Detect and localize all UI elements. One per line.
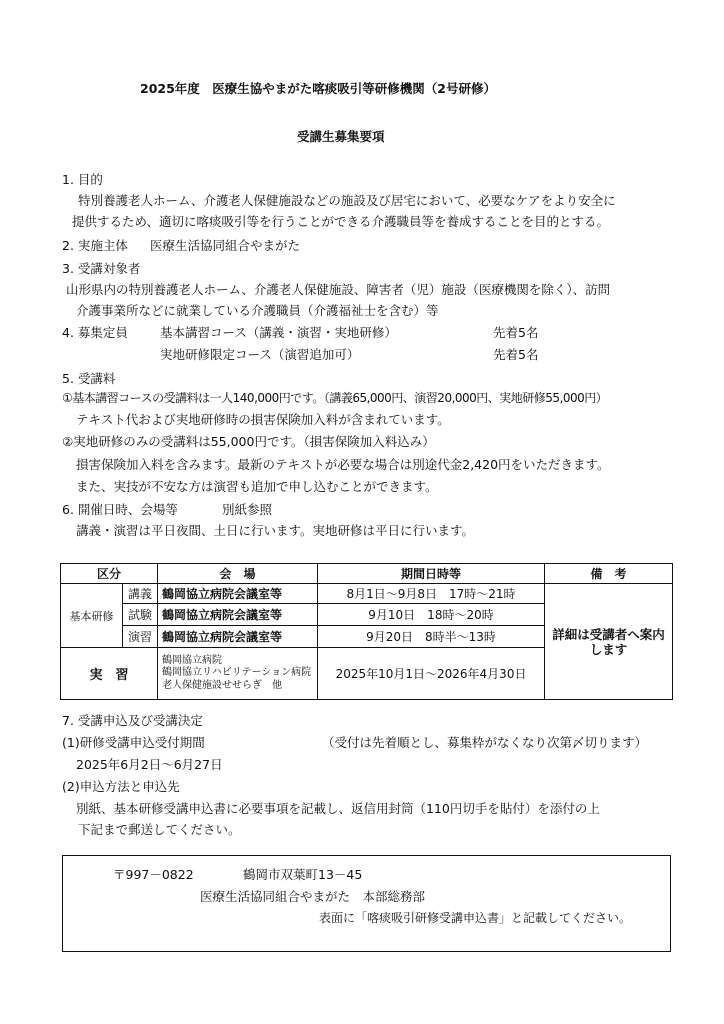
apply-method-label: (2)申込方法と申込先 [62, 779, 180, 794]
apply-period-label: (1)研修受講申込受付期間 [62, 735, 205, 750]
practice-venue-2: 鶴岡協立リハビリテーション病院 [162, 667, 312, 679]
practice-venue-3: 老人保健施設せせらぎ 他 [162, 679, 283, 691]
purpose-line-2: 提供するため、適切に喀痰吸引等を行うことができる介護職員等を養成することを目的とする。 [72, 214, 610, 229]
header-period: 期間日時等 [318, 564, 545, 584]
address-city: 鶴岡市双葉町13－45 [243, 867, 363, 882]
capacity-heading: 4. 募集定員 [62, 325, 128, 340]
remarks-cell: 詳細は受講者へ案内します [545, 584, 673, 700]
row-type: 講義 [123, 584, 158, 604]
apply-method-line-2: 下記まで郵送してください。 [78, 822, 241, 837]
row-venue: 鶴岡協立病院会議室等 [158, 584, 318, 604]
row-type: 試験 [123, 604, 158, 626]
row-period: 9月20日 8時半～13時 [318, 626, 545, 648]
schedule-heading: 6. 開催日時、会場等 [62, 502, 178, 517]
header-venue: 会 場 [158, 564, 318, 584]
target-line-2: 介護事業所などに就業している介護職員（介護福祉士を含む）等 [76, 303, 439, 318]
table-header-row [61, 564, 673, 584]
target-line-1: 山形県内の特別養護老人ホーム、介護老人保健施設、障害者（児）施設（医療機関を除く）、訪問 [66, 282, 611, 297]
organizer-value: 医療生活協同組合やまがた [150, 238, 301, 253]
organizer-heading: 2. 実施主体 [62, 238, 128, 253]
fee-line-4: 損害保険加入料を含みます。最新のテキストが必要な場合は別途代金2,420円をいただきます。 [76, 457, 610, 472]
document-title: 2025年度 医療生協やまがた喀痰吸引等研修機関（2号研修） [140, 81, 496, 96]
document-subtitle: 受講生募集要項 [297, 129, 385, 144]
address-note: 表面に「喀痰吸引研修受講申込書」と記載してください。 [319, 911, 632, 925]
fee-heading: 5. 受講料 [62, 371, 116, 386]
apply-method-line-1: 別紙、基本研修受講申込書に必要事項を記載し、返信用封筒（110円切手を貼付）を添付の上 [76, 801, 600, 816]
address-org: 医療生活協同組合やまがた 本部総務部 [200, 889, 426, 904]
header-remarks: 備 考 [545, 564, 673, 584]
fee-line-5: また、実技が不安な方は演習も追加で申し込むことができます。 [76, 479, 438, 494]
apply-period-value: 2025年6月2日～6月27日 [76, 757, 223, 772]
address-box [62, 855, 671, 952]
purpose-line-1: 特別養護老人ホーム、介護老人保健施設などの施設及び居宅において、必要なケアをより安全に [78, 193, 616, 208]
address-postal: 〒997－0822 [113, 867, 194, 882]
schedule-line-1: 講義・演習は平日夜間、土日に行います。実地研修は平日に行います。 [76, 523, 475, 538]
row-venue: 鶴岡協立病院会議室等 [158, 604, 318, 626]
apply-heading: 7. 受講申込及び受講決定 [62, 713, 203, 728]
schedule-table [60, 563, 673, 700]
practice-period: 2025年10月1日～2026年4月30日 [318, 648, 545, 700]
practice-label: 実 習 [61, 648, 158, 700]
fee-line-1: ①基本講習コースの受講料は一人140,000円です。（講義65,000円、演習20,000円、実地研修55,000円） [62, 391, 608, 405]
fee-line-2: テキスト代および実地研修時の損害保険加入料が含まれています。 [76, 412, 450, 427]
practice-venue-1: 鶴岡協立病院 [162, 654, 223, 666]
row-period: 9月10日 18時～20時 [318, 604, 545, 626]
capacity-course-2: 実地研修限定コース（演習追加可） [160, 347, 360, 362]
practice-venues [158, 648, 318, 700]
target-heading: 3. 受講対象者 [62, 261, 141, 276]
fee-line-3: ②実地研修のみの受講料は55,000円です。（損害保険加入料込み） [62, 434, 435, 449]
capacity-course-1: 基本講習コース（講義・演習・実地研修） [160, 325, 397, 340]
row-type: 演習 [123, 626, 158, 648]
schedule-ref: 別紙参照 [222, 502, 273, 517]
basic-training-label: 基本研修 [61, 584, 123, 648]
capacity-course-2-count: 先着5名 [493, 347, 539, 362]
row-venue: 鶴岡協立病院会議室等 [158, 626, 318, 648]
row-period: 8月1日～9月8日 17時～21時 [318, 584, 545, 604]
capacity-course-1-count: 先着5名 [493, 325, 539, 340]
apply-period-note: （受付は先着順とし、募集枠がなくなり次第〆切ります） [322, 735, 648, 750]
header-category: 区分 [61, 564, 158, 584]
purpose-heading: 1. 目的 [62, 172, 103, 187]
table-row [61, 584, 673, 604]
